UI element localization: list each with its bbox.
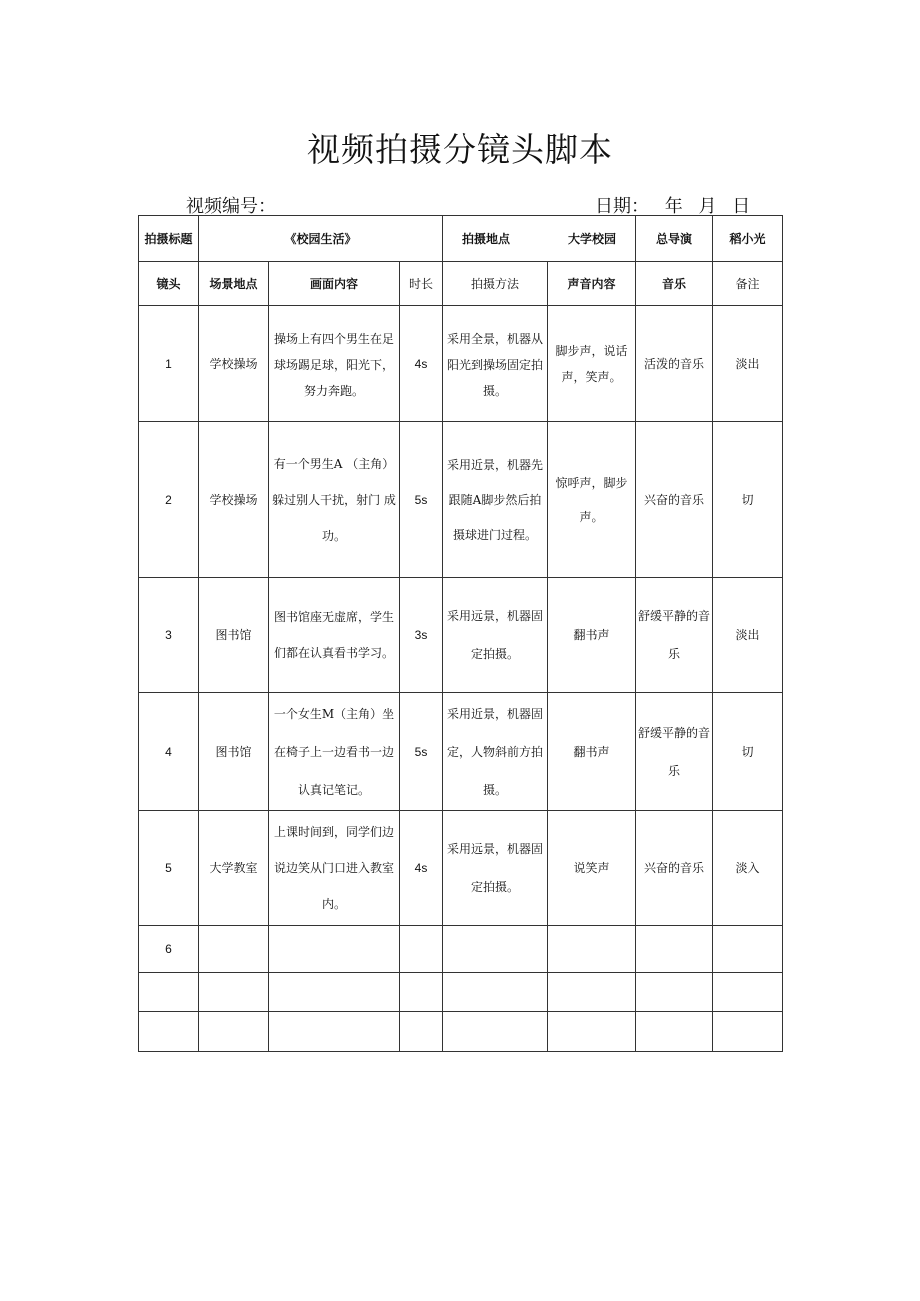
header-row — [139, 262, 783, 306]
col-header-shot: 镜头 — [139, 262, 199, 306]
note-cell: 淡出 — [713, 578, 783, 693]
empty-row — [139, 1012, 783, 1052]
music-cell: 兴奋的音乐 — [636, 811, 713, 926]
empty-cell — [269, 1012, 400, 1052]
duration-cell: 3s — [400, 578, 443, 693]
content-cell — [269, 926, 400, 973]
empty-cell — [548, 973, 636, 1012]
shot-number: 2 — [139, 422, 199, 578]
scene-cell: 大学教室 — [199, 811, 269, 926]
music-cell: 兴奋的音乐 — [636, 422, 713, 578]
content-cell: 上课时间到，同学们边说边笑从门口进入教室内。 — [269, 811, 400, 926]
director-value: 稻小光 — [713, 216, 783, 262]
table-row — [139, 578, 783, 693]
shot-number: 3 — [139, 578, 199, 693]
col-header-method: 拍摄方法 — [443, 262, 548, 306]
empty-cell — [269, 973, 400, 1012]
sound-cell: 惊呼声，脚步声。 — [548, 422, 636, 578]
duration-cell: 4s — [400, 306, 443, 422]
music-cell: 舒缓平静的音乐 — [636, 693, 713, 811]
content-cell: 一个女生M（主角）坐在椅子上一边看书一边认真记笔记。 — [269, 693, 400, 811]
empty-cell — [443, 1012, 548, 1052]
music-cell: 舒缓平静的音乐 — [636, 578, 713, 693]
shot-number: 4 — [139, 693, 199, 811]
date-label: 日期： — [595, 196, 649, 217]
empty-cell — [443, 973, 548, 1012]
content-cell: 操场上有四个男生在足球场踢足球，阳光下，努力奔跑。 — [269, 306, 400, 422]
sound-cell: 翻书声 — [548, 578, 636, 693]
table-row — [139, 693, 783, 811]
empty-cell — [548, 1012, 636, 1052]
empty-row — [139, 973, 783, 1012]
content-cell: 有一个男生A （主角） 躲过别人干扰，射门 成功。 — [269, 422, 400, 578]
col-header-content: 画面内容 — [269, 262, 400, 306]
empty-cell — [636, 973, 713, 1012]
music-cell — [636, 926, 713, 973]
shot-number: 1 — [139, 306, 199, 422]
scene-cell: 图书馆 — [199, 693, 269, 811]
empty-cell — [713, 1012, 783, 1052]
note-cell — [713, 926, 783, 973]
col-header-music: 音乐 — [636, 262, 713, 306]
empty-cell — [713, 973, 783, 1012]
duration-cell: 4s — [400, 811, 443, 926]
method-cell — [443, 926, 548, 973]
note-cell: 切 — [713, 422, 783, 578]
empty-cell — [400, 973, 443, 1012]
table-row — [139, 306, 783, 422]
storyboard-table — [138, 215, 783, 1052]
shot-number: 5 — [139, 811, 199, 926]
method-cell: 采用近景，机器先跟随A脚步然后拍摄球进门过程。 — [443, 422, 548, 578]
location-label: 拍摄地点 — [461, 231, 510, 246]
sound-cell — [548, 926, 636, 973]
method-cell: 采用远景，机器固定拍摄。 — [443, 811, 548, 926]
year-label: 年 — [664, 196, 683, 217]
duration-cell: 5s — [400, 422, 443, 578]
col-header-duration: 时长 — [400, 262, 443, 306]
page-title: 视频拍摄分镜头脚本 — [307, 130, 613, 169]
location-value: 大学校园 — [568, 231, 617, 246]
col-header-note: 备注 — [713, 262, 783, 306]
video-number-label: 视频编号： — [186, 196, 276, 217]
empty-cell — [139, 1012, 199, 1052]
topic-label: 拍摄标题 — [139, 216, 199, 262]
location-cell — [443, 216, 636, 262]
empty-cell — [199, 973, 269, 1012]
topic-value: 《校园生活》 — [199, 216, 443, 262]
note-cell: 淡入 — [713, 811, 783, 926]
duration-cell — [400, 926, 443, 973]
note-cell: 淡出 — [713, 306, 783, 422]
table-row — [139, 422, 783, 578]
method-cell: 采用全景，机器从阳光到操场固定拍摄。 — [443, 306, 548, 422]
scene-cell — [199, 926, 269, 973]
sound-cell: 说笑声 — [548, 811, 636, 926]
empty-cell — [199, 1012, 269, 1052]
method-cell: 采用远景，机器固定拍摄。 — [443, 578, 548, 693]
col-header-sound: 声音内容 — [548, 262, 636, 306]
method-cell: 采用近景，机器固定，人物斜前方拍摄。 — [443, 693, 548, 811]
empty-cell — [400, 1012, 443, 1052]
empty-cell — [139, 973, 199, 1012]
duration-cell: 5s — [400, 693, 443, 811]
table-row — [139, 926, 783, 973]
scene-cell: 学校操场 — [199, 422, 269, 578]
music-cell: 活泼的音乐 — [636, 306, 713, 422]
info-row — [139, 216, 783, 262]
scene-cell: 学校操场 — [199, 306, 269, 422]
sound-cell: 翻书声 — [548, 693, 636, 811]
table-row — [139, 811, 783, 926]
col-header-scene: 场景地点 — [199, 262, 269, 306]
content-cell: 图书馆座无虚席，学生们都在认真看书学习。 — [269, 578, 400, 693]
month-label: 月 — [698, 196, 717, 217]
scene-cell: 图书馆 — [199, 578, 269, 693]
sound-cell: 脚步声，说话声，笑声。 — [548, 306, 636, 422]
day-label: 日 — [732, 196, 751, 217]
shot-number: 6 — [139, 926, 199, 973]
empty-cell — [636, 1012, 713, 1052]
director-label: 总导演 — [636, 216, 713, 262]
note-cell: 切 — [713, 693, 783, 811]
